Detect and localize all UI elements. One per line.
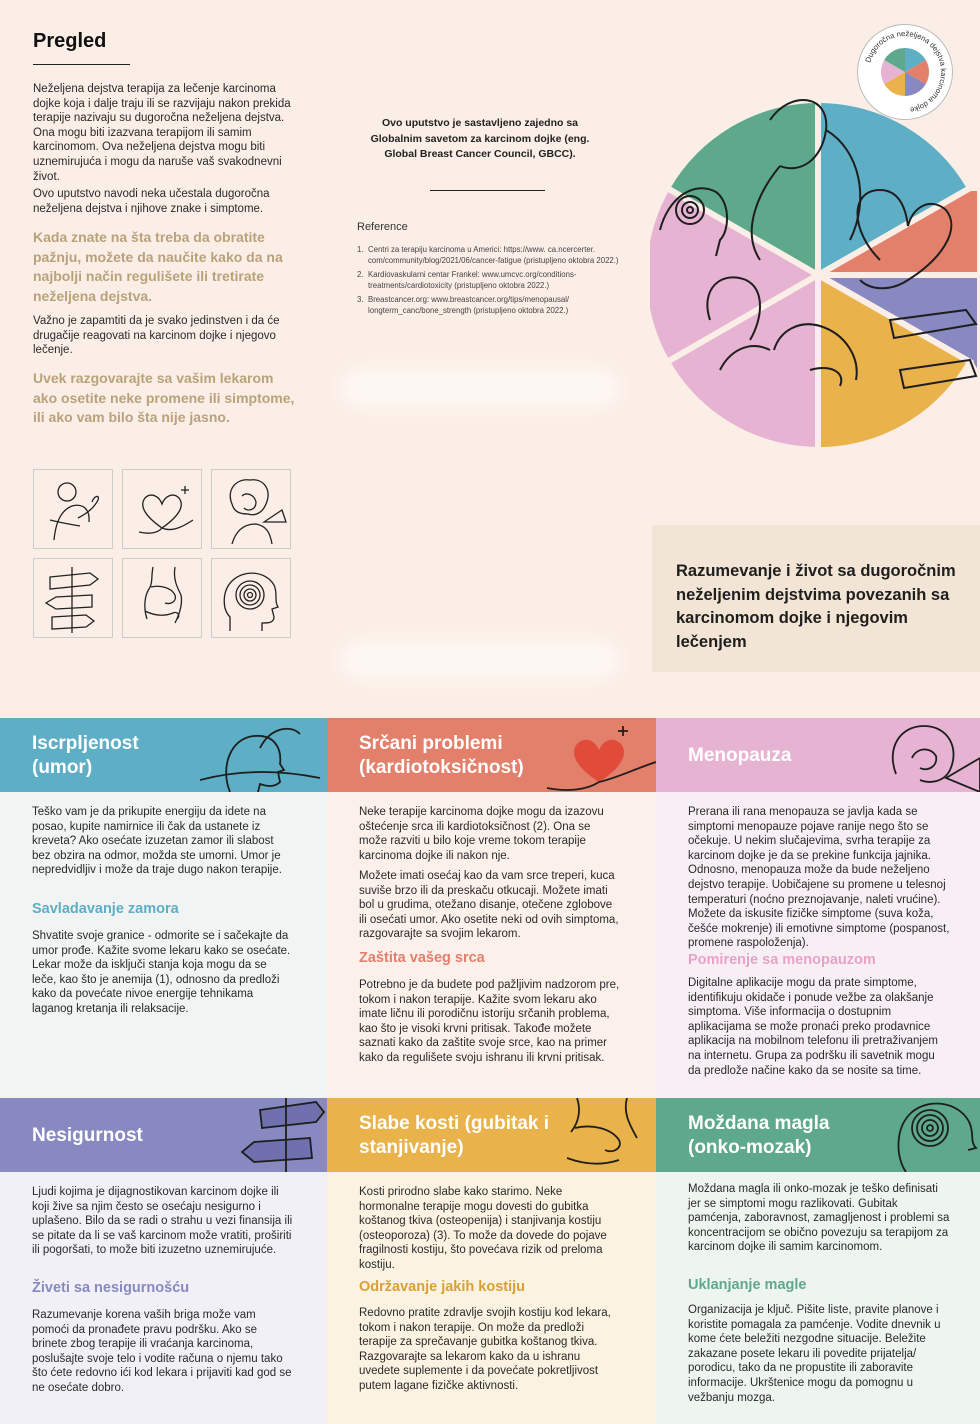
uncertainty-title: Nesigurnost — [32, 1125, 143, 1146]
fatigue-figure-icon — [33, 469, 113, 549]
brochure-logo — [857, 24, 953, 120]
menopause-header — [656, 718, 980, 792]
brainfog-body — [656, 1172, 980, 1424]
brainfog-paragraph-2: Organizacija je ključ. Pišite liste, pravite planove i koristite pomagala za pamćenje. Vodite dnevnik u kome ćete beležiti nezgodne situacije. Beležite zakazane posete lekaru ili povedite prijatelja/ porodicu, tako da ne propustite ili zaboravite informacije. Ukrštenice mogu da pomognu u vežbanju mozga. — [688, 1304, 941, 1404]
uncertainty-paragraph-1: Ljudi kojima je dijagnostikovan karcinom dojke ili koji žive sa njim često se osećaju nesigurno i uplašeno. Bilo da se radi o strahu u vezi finansija ili se pitate da li se vaš karcinom može vratiti, proširiti ili pogoršati, to može biti izuzetno uznemirujuće. — [32, 1186, 293, 1257]
spiral-head-illustration — [892, 1098, 980, 1172]
hot-flash-woman-icon — [211, 469, 291, 549]
bones-body — [327, 1172, 656, 1424]
fatigue-header — [0, 718, 327, 792]
brainfog-subtitle: Uklanjanje magle — [688, 1277, 807, 1293]
bones-title: Slabe kosti (gubitak i stanjivanje) — [359, 1113, 550, 1158]
reference-item: 2. Kardiovaskularni centar Frankel: www.umcvc.org/conditions-treatments/cardiotoxicity (pristupljeno oktobra 2022.) — [357, 270, 577, 290]
menopause-body — [656, 792, 980, 1098]
heart-body — [327, 792, 656, 1098]
bones-paragraph-2: Redovno pratite zdravlje svojih kostiju kod lekara, tokom i nakon terapije. On može da predloži terapije za sprečavanje gubitka koštanog tkiva. Razgovarajte sa lekarom kako da u ishranu uvedete suplemente i da povećate pokretljivost putem lagane fizičke aktivnosti. — [359, 1307, 611, 1392]
uncertainty-paragraph-2: Razumevanje korena vaših briga može vam pomoći da pronađete pravu podršku. Ako se brinete zbog terapije ili vraćanja karcinoma, poslušajte svoje telo i vodite računa o njemu tako što ćete redovno ići kod lekara i prijaviti kad god se ne osećate dobro. — [32, 1309, 292, 1394]
fatigue-title: Iscrpljenost (umor) — [32, 733, 139, 778]
uncertainty-subtitle: Živeti sa nesigurnošću — [32, 1280, 190, 1296]
bones-paragraph-1: Kosti prirodno slabe kako starimo. Neke hormonalne terapije mogu dovesti do gubitka koštanog tkiva (osteopenija) i stanjivanja kostiju (osteoporoza) (3). To može da dovede do pojave fragilnosti kostiju, što povećava rizik od preloma kostiju. — [359, 1186, 607, 1271]
side-effects-wheel-illustration — [650, 80, 980, 470]
spiral-head-icon — [211, 558, 291, 638]
heart-line-icon — [122, 469, 202, 549]
menopause-subtitle: Pomirenje sa menopauzom — [688, 952, 876, 968]
uncertainty-body — [0, 1172, 327, 1424]
fatigue-subtitle: Savladavanje zamora — [32, 901, 179, 917]
heart-subtitle: Zaštita vašeg srca — [359, 950, 485, 966]
fatigue-illustration — [200, 718, 327, 792]
menopause-paragraph-2: Digitalne aplikacije mogu da prate simptome, identifikuju okidače i ponude vežbe za olakšanje simptoma. Više informacija o dostupnim aplikacijama se može pronaći preko prodavnice aplikacija na mobilnom telefonu ili pretraživanjem na internetu. Grupa za podršku ili savetnik mogu da predlože načine kako da se nosite sa time. — [688, 977, 938, 1077]
menopause-illustration — [876, 718, 980, 792]
fatigue-body — [0, 792, 327, 1098]
fatigue-paragraph-2: Shvatite svoje granice - odmorite se i sačekajte da umor prođe. Kažite svome lekaru kako se osećate. Lekar može da isključi stanja koja mogu da se leče, kao što je anemija (1), odnosno da predloži kako da povećate nivoe energije tehnikama laganog kretanja ili relaksacije. — [32, 930, 291, 1015]
reference-item: 1. Centri za terapiju karcinoma u Americi: https://www. ca.ncercerter. com/community/blog/2021/06/cancer-fatigue (pristupljeno oktobra 2022.) — [357, 245, 619, 265]
brainfog-header — [656, 1098, 980, 1172]
bones-subtitle: Održavanje jakih kostiju — [359, 1279, 525, 1295]
signpost-icon — [33, 558, 113, 638]
weak-bones-figure-icon — [122, 558, 202, 638]
gbcc-note: Ovo uputstvo je sastavljeno zajedno sa Globalnim savetom za karcinom dojke (eng. Global Breast Cancer Council, GBCC). — [370, 117, 590, 160]
reference-item: 3. Breastcancer.org: www.breastcancer.org/tips/menopausal/ longterm_canc/bone_strength (pristupljeno oktobra 2022.) — [357, 295, 570, 315]
main-title: Razumevanje i život sa dugoročnim neželjenim dejstvima povezanih sa karcinomom dojke i njegovim lečenjem — [676, 562, 956, 651]
overview-paragraph-3: Važno je zapamtiti da je svako jedinstven i da će drugačije reagovati na karcinom dojke i njegovo lečenje. — [33, 315, 280, 357]
gbcc-divider — [430, 190, 545, 191]
heart-illustration — [547, 718, 656, 792]
references-title: Reference — [357, 221, 408, 233]
overview-paragraph-2: Ovo uputstvo navodi neka učestala dugoročna neželjena dejstva i njihove znake i simptome. — [33, 188, 270, 215]
brainfog-paragraph-1: Moždana magla ili onko-mozak je teško definisati jer se simptomi mogu razlikovati. Gubitak pamćenja, zaboravnost, zamagljenost i problemi sa koncentracijom se obično povezuju sa terapijom za karcinom dojke ili samim karcinomom. — [688, 1183, 950, 1254]
heart-header — [327, 718, 656, 792]
svg-text:Dugoročna neželjena dejstva ka: Dugoročna neželjena dejstva karcinoma dojke — [863, 28, 949, 115]
signpost-illustration — [220, 1098, 327, 1172]
overview-paragraph-1: Neželjena dejstva terapija za lečenje karcinoma dojke koja i dalje traju ili se razvijaju nakon prekida terapije nazivaju su dugoročna neželjena dejstva. Ona mogu biti izazvana terapijom ili samim karcinomom. Ova neželjena dejstva mogu biti uznemirujuća i mogu da naruše vaš svakodnevni život. — [33, 83, 291, 183]
overview-highlight-2: Uvek razgovarajte sa vašim lekarom ako osetite neke promene ili simptome, ili ako vam bilo šta nije jasno. — [33, 370, 295, 425]
bones-illustration — [557, 1098, 656, 1172]
heart-title: Srčani problemi (kardiotoksičnost) — [359, 733, 524, 778]
title-underline — [33, 64, 130, 65]
overview-highlight-1: Kada znate na šta treba da obratite pažnju, možete da naučite kako da na najbolji način regulišete ili tretirate neželjena dejstva. — [33, 229, 283, 304]
logo-wheel-icon — [858, 25, 952, 119]
menopause-paragraph-1: Prerana ili rana menopauza se javlja kada se simptomi menopauze pojave ranije nego što se očekuje. U nekim slučajevima, svrha terapije za karcinom dojke je da se prekine funkcija jajnika. Odnosno, menopauza može da bude neželjeno dejstvo terapije. Uobičajene su promene u telesnoj temperaturi (noćno preznojavanje, naleti vrućine). Možete da iskusite fizičke simptome (suva koža, češće mokrenje) ili emotivne simptome (pospanost, promene raspoloženja). — [688, 806, 950, 950]
uncertainty-header — [0, 1098, 327, 1172]
menopause-title: Menopauza — [688, 745, 792, 766]
faded-area — [340, 368, 620, 408]
overview-title: Pregled — [33, 30, 107, 52]
fatigue-paragraph-1: Teško vam je da prikupite energiju da idete na posao, kupite namirnice ili čak da ustanete iz kreveta? Ako osećate izuzetan zamor ili slabost bez obzira na odmor, možda ste umorni. Umor je nepredvidljiv i može da traje dugo nakon terapije. — [32, 806, 282, 877]
heart-paragraph-3: Potrebno je da budete pod pažljivim nadzorom pre, tokom i nakon terapije. Kažite svom lekaru ako imate ličnu ili porodičnu istoriju srčanih problema, kao što je visoki krvni pritisak. Takođe možete saznati kako da zaštite svoje srce, kao na primer kako da regulišete svoju ishranu ili krvni pritisak. — [359, 979, 620, 1064]
references-list — [357, 245, 622, 321]
faded-area — [340, 640, 620, 680]
bones-header — [327, 1098, 656, 1172]
heart-paragraph-2: Možete imati osećaj kao da vam srce treperi, kuca suviše brzo ili da preskaču otkucaji. Možete imati bol u grudima, otežano disanje, otečene zglobove ili osećati umor. Ako osetite neki od ovih simptoma, razgovarajte sa svojim lekarom. — [359, 870, 619, 941]
heart-paragraph-1: Neke terapije karcinoma dojke mogu da izazovu oštećenje srca ili kardiotoksičnost (2). Ona se može razviti u bilo koje vreme tokom terapije karcinoma dojke ili nakon nje. — [359, 806, 604, 862]
brainfog-title: Moždana magla (onko-mozak) — [688, 1113, 830, 1158]
